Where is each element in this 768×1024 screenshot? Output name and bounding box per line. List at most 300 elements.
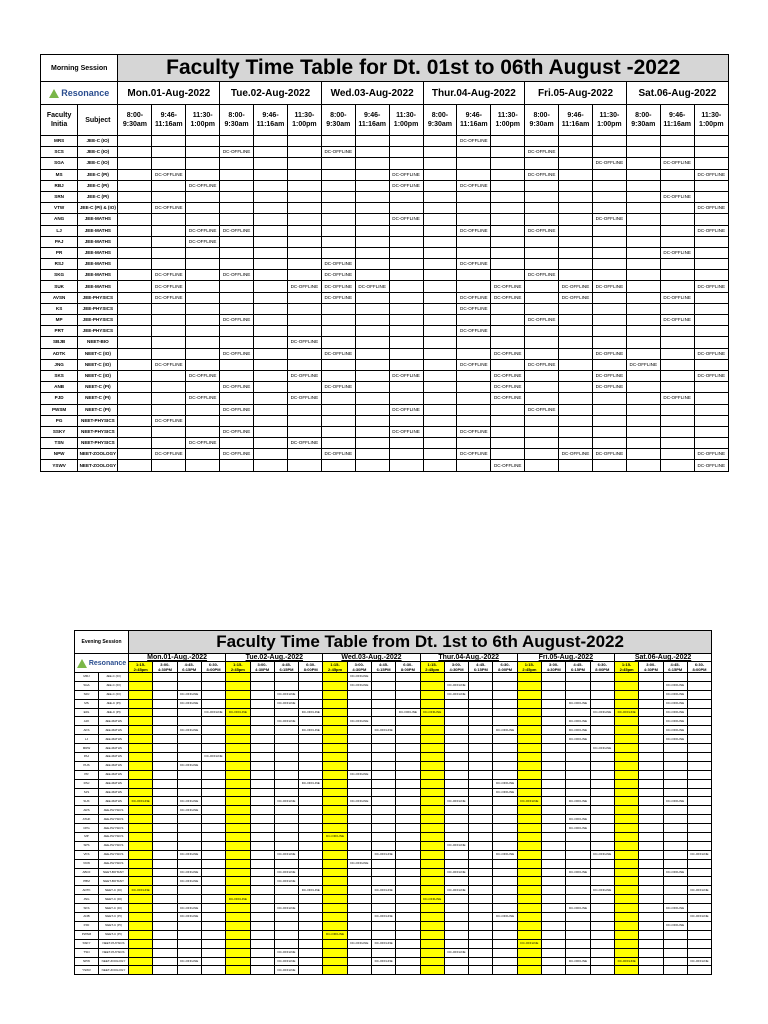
schedule-cell [274,895,298,904]
schedule-cell [347,824,371,833]
schedule-cell [639,895,663,904]
logo-icon [49,89,59,98]
table-row [41,214,729,225]
schedule-cell [525,438,559,449]
schedule-cell [694,438,728,449]
time-slot-header: 11:30-1:00pm [694,105,728,136]
schedule-cell [254,348,288,359]
schedule-cell: DC-OFFLINE [220,449,254,460]
schedule-cell [542,913,566,922]
schedule-cell [153,788,177,797]
schedule-cell [129,859,153,868]
schedule-cell [517,717,541,726]
schedule-cell [559,236,593,247]
schedule-cell [355,438,389,449]
schedule-cell [186,281,220,292]
schedule-cell [186,404,220,415]
schedule-cell [201,859,225,868]
schedule-cell [694,270,728,281]
schedule-cell [371,841,395,850]
faculty-initial: ERL [75,708,99,717]
faculty-initial: SRJ [75,690,99,699]
schedule-cell [396,913,420,922]
schedule-cell [177,779,201,788]
time-slot-header: 4:45-6:15PM [663,662,687,673]
schedule-cell [118,460,152,471]
schedule-cell: DC-OFFLINE [129,886,153,895]
schedule-cell [687,859,711,868]
schedule-cell [254,426,288,437]
schedule-cell [694,404,728,415]
schedule-cell [559,247,593,258]
schedule-cell [355,147,389,158]
schedule-cell [355,415,389,426]
schedule-cell [287,180,321,191]
faculty-initial: MS [75,699,99,708]
faculty-subject: JEE-C (PI) [78,169,118,180]
schedule-cell [444,921,468,930]
schedule-cell [323,681,347,690]
schedule-cell [660,382,694,393]
schedule-cell [118,236,152,247]
schedule-cell: DC-OFFLINE [389,426,423,437]
schedule-cell [250,797,274,806]
faculty-initial: SCS [41,147,78,158]
schedule-cell [254,438,288,449]
schedule-cell [220,303,254,314]
schedule-cell [129,868,153,877]
schedule-cell [559,259,593,270]
schedule-cell: DC-OFFLINE [177,690,201,699]
schedule-cell: DC-OFFLINE [592,281,626,292]
schedule-cell [469,868,493,877]
schedule-cell [559,169,593,180]
schedule-cell [186,136,220,147]
evening-timetable [74,630,712,975]
faculty-initial: ABCF [75,868,99,877]
schedule-cell [493,735,517,744]
schedule-cell [491,247,525,258]
schedule-cell: DC-OFFLINE [493,726,517,735]
schedule-cell [274,681,298,690]
time-slot-header: 6:30-8:00PM [687,662,711,673]
schedule-cell [694,158,728,169]
schedule-cell [420,779,444,788]
schedule-cell [517,859,541,868]
faculty-initial: PJD [75,921,99,930]
schedule-cell [493,939,517,948]
schedule-cell [469,815,493,824]
schedule-cell: DC-OFFLINE [663,681,687,690]
schedule-cell [493,904,517,913]
schedule-cell [444,770,468,779]
schedule-cell [423,460,457,471]
schedule-cell: DC-OFFLINE [347,939,371,948]
schedule-cell [423,191,457,202]
schedule-cell [444,904,468,913]
schedule-cell [626,247,660,258]
schedule-cell [129,744,153,753]
schedule-cell [371,966,395,975]
schedule-cell [299,770,323,779]
schedule-cell [491,147,525,158]
schedule-cell: DC-OFFLINE [660,292,694,303]
faculty-initial: VKS [75,850,99,859]
schedule-cell: DC-OFFLINE [355,281,389,292]
schedule-cell [299,690,323,699]
schedule-cell [226,868,250,877]
schedule-cell [590,948,614,957]
schedule-cell [323,753,347,762]
faculty-initial: RBJ [41,180,78,191]
table-row [41,326,729,337]
table-row [75,770,712,779]
schedule-cell [152,303,186,314]
page-title: Faculty Time Table from Dt. 1st to 6th August-2022 [129,631,712,654]
schedule-cell [525,348,559,359]
schedule-cell [254,460,288,471]
schedule-cell [355,337,389,348]
schedule-cell: DC-OFFLINE [559,449,593,460]
day-header: Wed.03-Aug-2022 [321,82,423,105]
schedule-cell [517,699,541,708]
schedule-cell [639,717,663,726]
schedule-cell: DC-OFFLINE [525,359,559,370]
schedule-cell [525,236,559,247]
schedule-cell [663,788,687,797]
schedule-cell [287,449,321,460]
schedule-cell [566,841,590,850]
schedule-cell [347,726,371,735]
schedule-cell [491,169,525,180]
schedule-cell [152,460,186,471]
schedule-cell [250,761,274,770]
schedule-cell [186,169,220,180]
schedule-cell [559,404,593,415]
schedule-cell [152,348,186,359]
schedule-cell [444,930,468,939]
schedule-cell [592,359,626,370]
schedule-cell [566,761,590,770]
faculty-subject: JEE-C (IO) [78,158,118,169]
schedule-cell [355,270,389,281]
schedule-cell [153,850,177,859]
schedule-cell [626,259,660,270]
table-row [75,797,712,806]
schedule-cell [694,147,728,158]
schedule-cell [469,841,493,850]
schedule-cell [153,833,177,842]
faculty-initial: MRJ [75,673,99,682]
schedule-cell [323,673,347,682]
schedule-cell: DC-OFFLINE [389,404,423,415]
schedule-cell [493,681,517,690]
schedule-cell [299,744,323,753]
table-row [75,859,712,868]
schedule-cell [118,247,152,258]
schedule-cell [590,753,614,762]
schedule-cell [525,247,559,258]
schedule-cell [299,850,323,859]
schedule-cell [389,147,423,158]
schedule-cell [542,797,566,806]
schedule-cell [639,673,663,682]
schedule-cell: DC-OFFLINE [323,930,347,939]
schedule-cell: DC-OFFLINE [491,382,525,393]
schedule-cell [423,292,457,303]
schedule-cell [517,957,541,966]
schedule-cell [517,868,541,877]
schedule-cell [660,415,694,426]
schedule-cell [660,281,694,292]
schedule-cell [226,859,250,868]
schedule-cell [250,815,274,824]
schedule-cell [687,690,711,699]
schedule-cell [347,966,371,975]
schedule-cell [323,788,347,797]
schedule-cell [396,673,420,682]
schedule-cell [592,259,626,270]
schedule-cell [592,191,626,202]
schedule-cell [118,136,152,147]
schedule-cell [396,690,420,699]
schedule-cell [559,370,593,381]
schedule-cell [347,904,371,913]
schedule-cell [254,203,288,214]
schedule-cell [396,895,420,904]
schedule-cell: DC-OFFLINE [220,382,254,393]
schedule-cell [274,770,298,779]
table-row [41,169,729,180]
faculty-initial: ANB [75,913,99,922]
schedule-cell [614,904,638,913]
schedule-cell: DC-OFFLINE [663,921,687,930]
schedule-cell [323,779,347,788]
schedule-cell [639,966,663,975]
schedule-cell [153,868,177,877]
schedule-cell [371,806,395,815]
schedule-cell [493,761,517,770]
schedule-cell [493,948,517,957]
schedule-cell [663,886,687,895]
schedule-cell [274,833,298,842]
schedule-cell [118,382,152,393]
schedule-cell [493,930,517,939]
schedule-cell [592,315,626,326]
evening-table [74,630,712,975]
schedule-cell: DC-OFFLINE [177,877,201,886]
schedule-cell [590,966,614,975]
schedule-cell [323,886,347,895]
schedule-cell [660,438,694,449]
schedule-cell [153,815,177,824]
table-row [75,833,712,842]
schedule-cell [559,426,593,437]
schedule-cell [469,735,493,744]
schedule-cell [153,930,177,939]
schedule-cell [153,690,177,699]
schedule-cell [118,158,152,169]
schedule-cell [129,770,153,779]
schedule-cell [396,904,420,913]
schedule-cell [226,681,250,690]
schedule-cell [201,806,225,815]
schedule-cell [371,779,395,788]
schedule-cell [687,815,711,824]
schedule-cell: DC-OFFLINE [177,868,201,877]
faculty-initial: ATHK [75,815,99,824]
schedule-cell [694,191,728,202]
schedule-cell: DC-OFFLINE [559,281,593,292]
schedule-cell: DC-OFFLINE [525,404,559,415]
schedule-cell [153,681,177,690]
schedule-cell [201,895,225,904]
time-slot-header: 3:00-4:30PM [250,662,274,673]
schedule-cell [469,913,493,922]
schedule-cell [491,426,525,437]
time-slot-header: 11:30-1:00pm [186,105,220,136]
time-slot-header: 1:15-2:45pm [614,662,638,673]
schedule-cell [274,913,298,922]
schedule-cell [663,841,687,850]
schedule-cell [491,191,525,202]
table-row [41,236,729,247]
schedule-cell [396,717,420,726]
schedule-cell [250,806,274,815]
schedule-cell [153,948,177,957]
schedule-cell [493,833,517,842]
schedule-cell [129,806,153,815]
schedule-cell [396,806,420,815]
schedule-cell [663,761,687,770]
schedule-cell [129,904,153,913]
schedule-cell: DC-OFFLINE [177,850,201,859]
schedule-cell [457,236,491,247]
schedule-cell [355,393,389,404]
schedule-cell [254,337,288,348]
schedule-cell [250,841,274,850]
schedule-cell [517,824,541,833]
schedule-cell [420,797,444,806]
schedule-cell [687,868,711,877]
schedule-cell [129,833,153,842]
schedule-cell [389,326,423,337]
schedule-cell [423,136,457,147]
schedule-cell [559,348,593,359]
schedule-cell [590,877,614,886]
schedule-cell [153,735,177,744]
schedule-cell [396,966,420,975]
table-row [75,673,712,682]
schedule-cell [420,735,444,744]
schedule-cell [469,806,493,815]
schedule-cell [250,957,274,966]
schedule-cell: DC-OFFLINE [321,292,355,303]
schedule-cell [250,726,274,735]
faculty-initial: MRS [41,136,78,147]
schedule-cell: DC-OFFLINE [614,957,638,966]
schedule-cell [559,393,593,404]
schedule-cell [347,957,371,966]
schedule-cell [118,315,152,326]
schedule-cell [559,337,593,348]
faculty-subject: JEE-PHYSICS [99,824,129,833]
schedule-cell [274,735,298,744]
schedule-cell: DC-OFFLINE [457,449,491,460]
table-row [75,966,712,975]
schedule-cell [614,806,638,815]
schedule-cell [444,744,468,753]
schedule-cell [590,779,614,788]
schedule-cell [355,449,389,460]
schedule-cell [287,415,321,426]
schedule-cell [493,966,517,975]
schedule-cell [542,957,566,966]
schedule-cell [226,921,250,930]
schedule-cell [118,303,152,314]
faculty-subject: NEET-ZOOLOGY [78,460,118,471]
faculty-subject: NEET-C (PI) [78,404,118,415]
schedule-cell [177,681,201,690]
schedule-cell [153,886,177,895]
schedule-cell [590,717,614,726]
schedule-cell [201,921,225,930]
schedule-cell [226,699,250,708]
schedule-cell [517,850,541,859]
schedule-cell [639,859,663,868]
schedule-cell: DC-OFFLINE [321,259,355,270]
schedule-cell [274,930,298,939]
schedule-cell [559,136,593,147]
schedule-cell [444,788,468,797]
schedule-cell [355,426,389,437]
schedule-cell [420,921,444,930]
schedule-cell [639,788,663,797]
table-row [75,708,712,717]
schedule-cell [201,877,225,886]
schedule-cell [129,681,153,690]
schedule-cell [660,326,694,337]
schedule-cell [226,761,250,770]
schedule-cell [493,824,517,833]
day-header: Sat.06-Aug.-2022 [614,654,711,662]
schedule-cell [177,895,201,904]
schedule-cell: DC-OFFLINE [566,726,590,735]
schedule-cell [396,797,420,806]
schedule-cell [226,904,250,913]
schedule-cell [614,779,638,788]
schedule-cell [274,744,298,753]
schedule-cell [299,930,323,939]
faculty-initial: YSWV [75,966,99,975]
schedule-cell [444,735,468,744]
time-slot-header: 6:30-8:00PM [201,662,225,673]
schedule-cell: DC-OFFLINE [694,370,728,381]
schedule-cell [614,833,638,842]
schedule-cell: DC-OFFLINE [274,948,298,957]
schedule-cell [355,136,389,147]
schedule-cell [444,939,468,948]
schedule-cell [590,957,614,966]
schedule-cell [663,833,687,842]
schedule-cell: DC-OFFLINE [287,370,321,381]
schedule-cell [639,744,663,753]
schedule-cell [525,158,559,169]
schedule-cell [287,214,321,225]
faculty-subject: NEET-PHYSICS [78,415,118,426]
faculty-initial: PG [41,415,78,426]
schedule-cell [525,415,559,426]
